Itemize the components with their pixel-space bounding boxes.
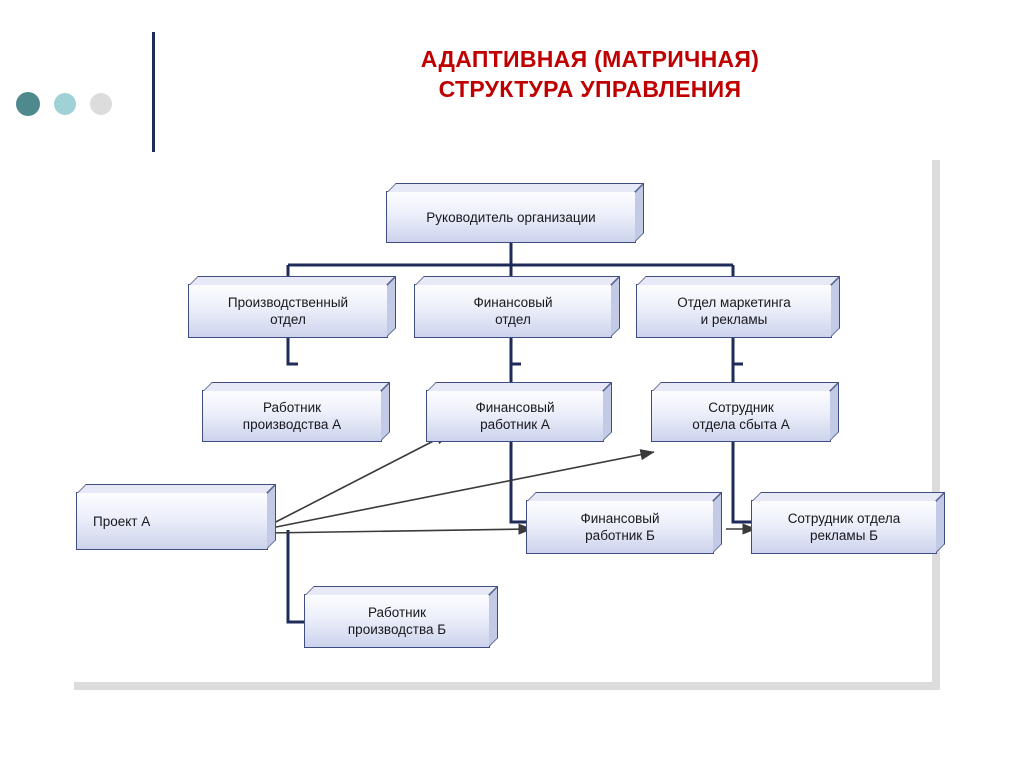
org-chart (66, 152, 932, 682)
dot-icon-light-teal (54, 93, 76, 115)
node-production-worker-b-label: Работник производства Б (347, 605, 447, 637)
node-advertising-worker-b[interactable] (751, 500, 937, 554)
node-project-a[interactable] (76, 492, 268, 550)
node-advertising-worker-b-label: Сотрудник отдела рекламы Б (787, 511, 901, 543)
node-production-department-label: Производственный отдел (227, 295, 349, 327)
title-divider (152, 32, 155, 154)
page-title-line2: СТРУКТУРА УПРАВЛЕНИЯ (438, 76, 742, 102)
node-production-worker-a[interactable] (202, 390, 382, 442)
node-finance-worker-b[interactable] (526, 500, 714, 554)
page-title-line1: АДАПТИВНАЯ (МАТРИЧНАЯ) (420, 46, 760, 72)
node-production-department[interactable] (188, 284, 388, 338)
node-finance-department[interactable] (414, 284, 612, 338)
node-head-label: Руководитель организации (426, 209, 596, 225)
node-marketing-department-label: Отдел маркетинга и рекламы (677, 295, 791, 327)
node-sales-worker-a[interactable] (651, 390, 831, 442)
node-marketing-department[interactable] (636, 284, 832, 338)
node-finance-worker-b-label: Финансовый работник Б (580, 511, 660, 543)
dot-icon-gray (90, 93, 112, 115)
node-production-worker-b[interactable] (304, 594, 490, 648)
node-project-a-label: Проект А (93, 513, 151, 529)
dot-icon-teal (16, 92, 40, 116)
decorative-dots (16, 92, 112, 116)
page-title (180, 44, 1000, 104)
node-finance-worker-a-label: Финансовый работник А (475, 400, 555, 432)
node-finance-worker-a[interactable] (426, 390, 604, 442)
node-head[interactable] (386, 191, 636, 243)
node-finance-department-label: Финансовый отдел (473, 295, 553, 327)
node-production-worker-a-label: Работник производства А (242, 400, 342, 432)
node-sales-worker-a-label: Сотрудник отдела сбыта А (692, 400, 790, 432)
